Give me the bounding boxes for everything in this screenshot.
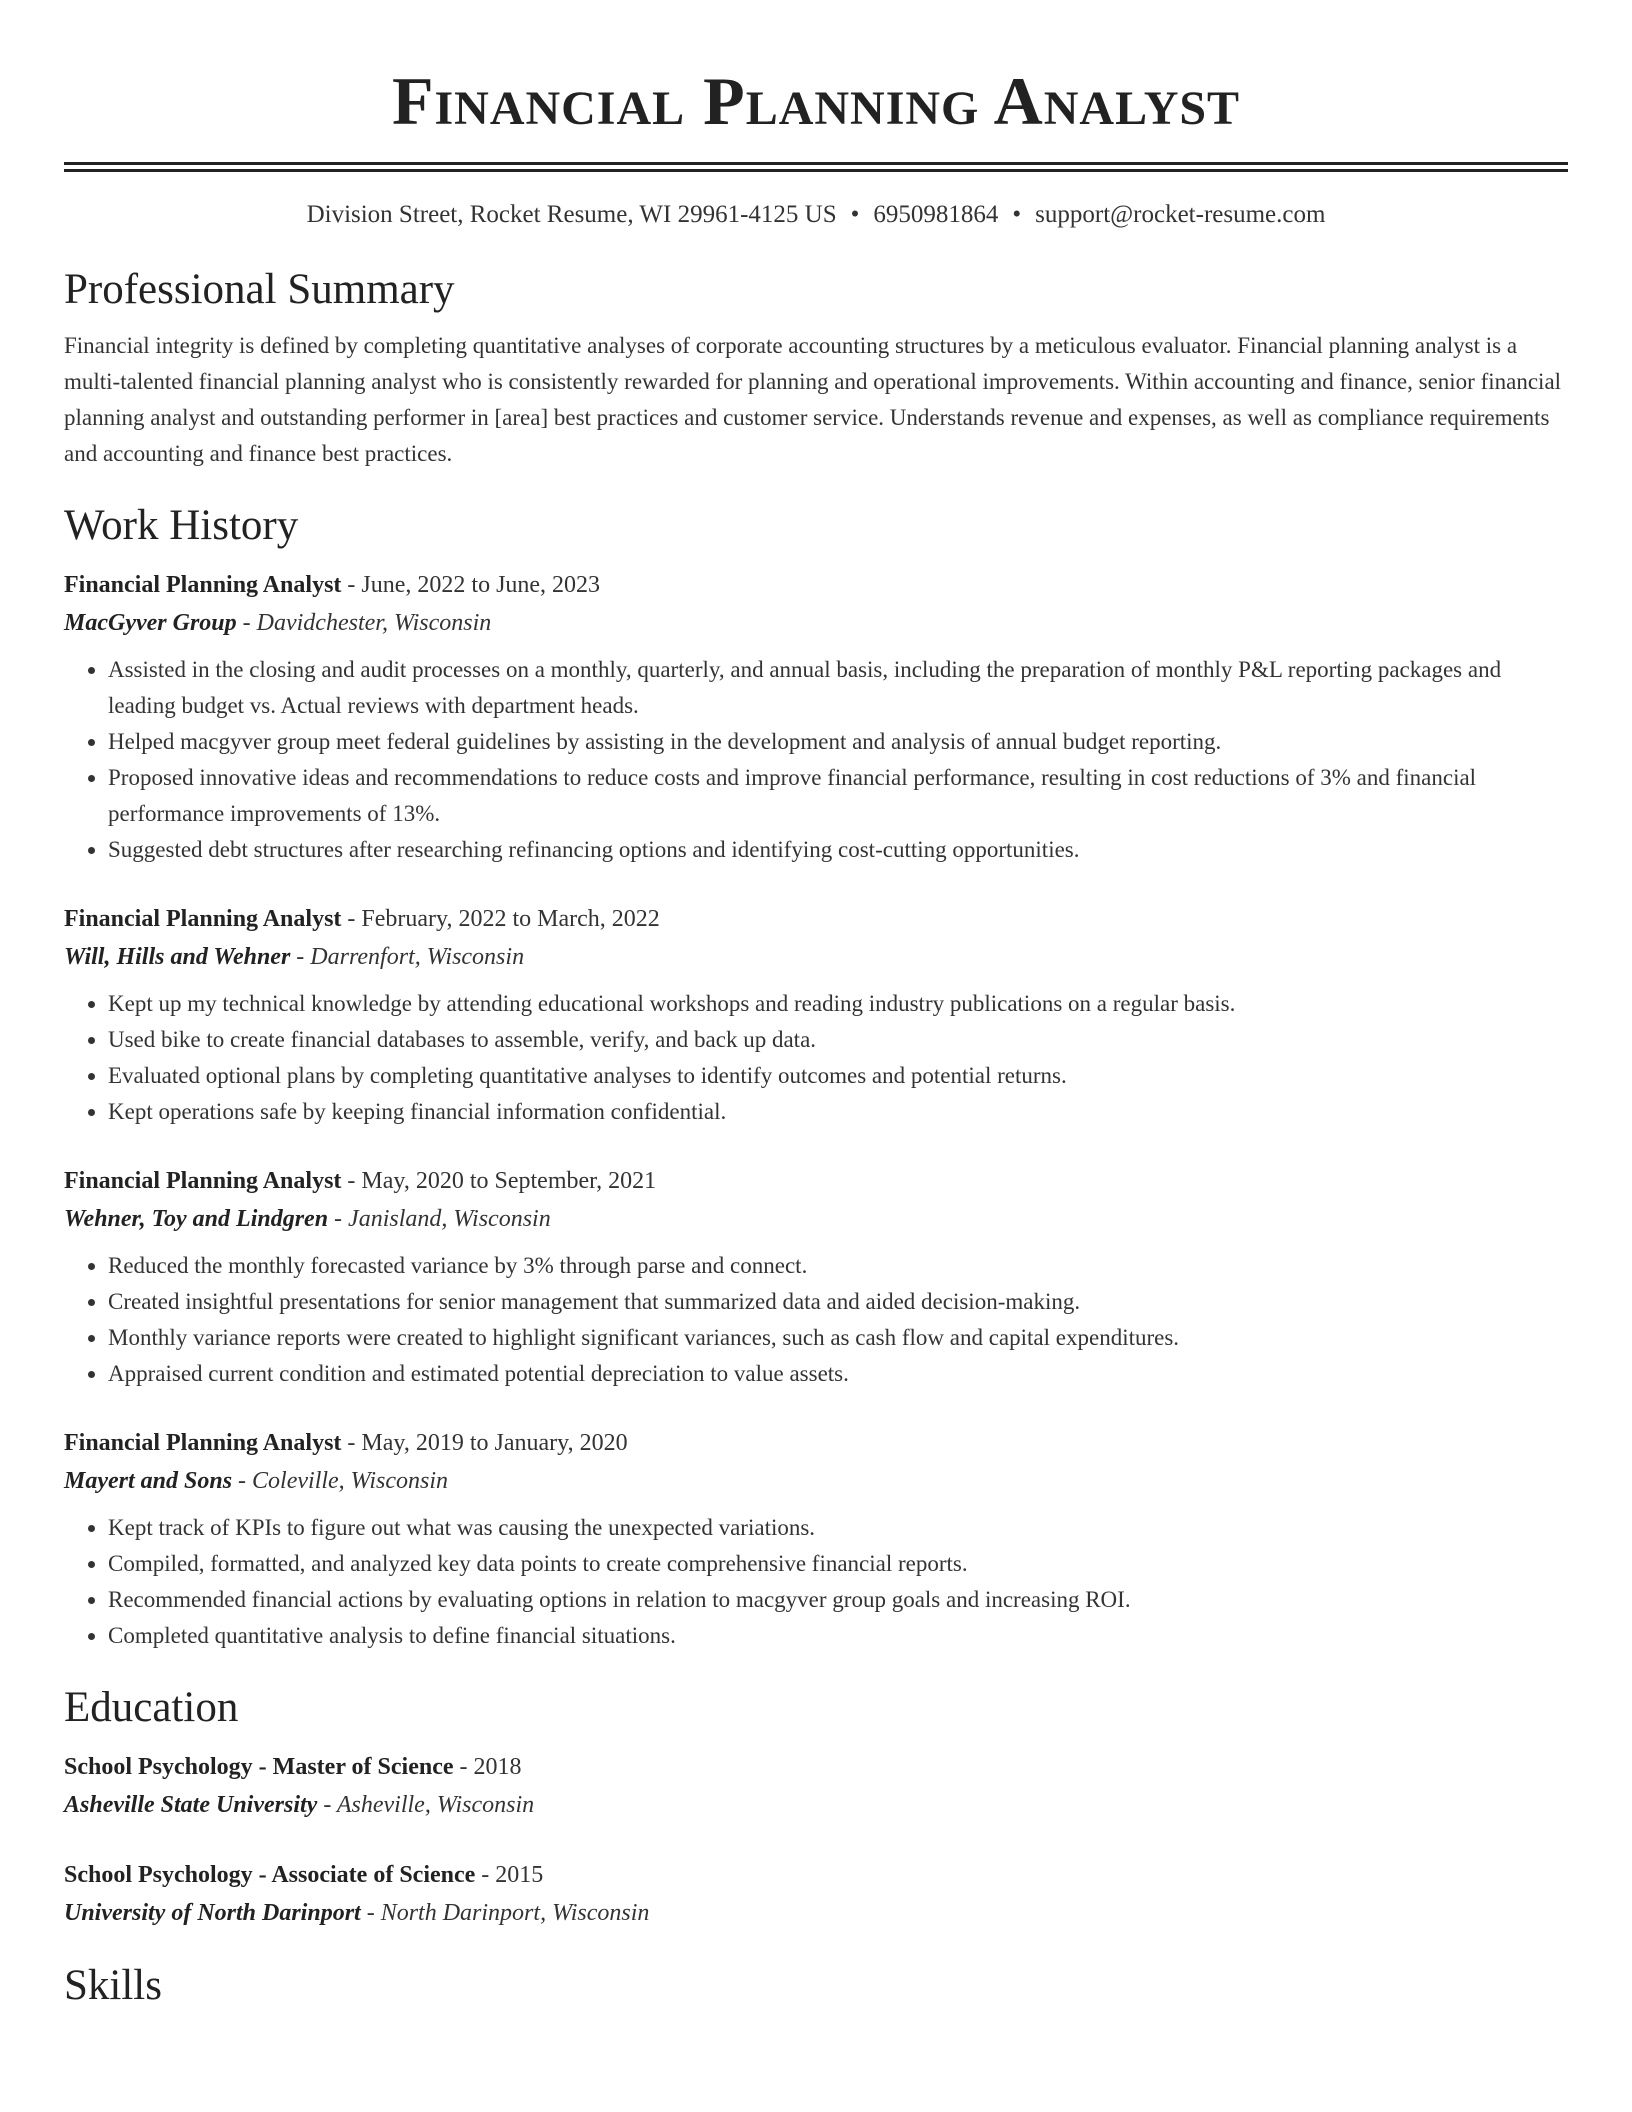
job-bullets xyxy=(64,986,1568,1130)
job-dash: - xyxy=(341,572,362,598)
job-bullet: • Appraised current condition and estimated potential depreciation to value assets. xyxy=(108,1356,1568,1392)
job-bullet: • Used bike to create financial databases to assemble, verify, and back up data. xyxy=(108,1022,1568,1058)
company-location: Coleville, Wisconsin xyxy=(252,1468,449,1494)
job-entry xyxy=(64,566,1568,868)
degree-name: School Psychology - Associate of Science xyxy=(64,1862,476,1888)
job-title-line xyxy=(64,1424,1568,1462)
summary-text: Financial integrity is defined by completing quantitative analyses of corporate accounting structures by a meticulous evaluator. Financial planning analyst is a multi-talented financial planning analyst who is consistently rewarded for planning and operational improvements. Within accounting and finance, senior financial planning analyst and outstanding performer in [area] best practices and customer service. Understands revenue and expenses, as well as compliance requirements and accounting and finance best practices. xyxy=(64,333,1562,466)
company-line xyxy=(64,938,1568,976)
school-line xyxy=(64,1786,1568,1824)
job-dates: May, 2019 to January, 2020 xyxy=(361,1430,628,1456)
job-bullet: • Created insightful presentations for senior management that summarized data and aided decision-making. xyxy=(108,1284,1568,1320)
job-bullet: • Assisted in the closing and audit processes on a monthly, quarterly, and annual basis, including the preparation of monthly P&L reporting packages and leading budget vs. Actual reviews with department heads. xyxy=(108,652,1568,724)
job-title-line xyxy=(64,1162,1568,1200)
contact-phone: 6950981864 xyxy=(873,201,999,228)
job-entry xyxy=(64,900,1568,1130)
company-location: Janisland, Wisconsin xyxy=(348,1206,551,1232)
school-name: Asheville State University xyxy=(64,1792,318,1818)
contact-address: Division Street, Rocket Resume, WI 29961-4125 US xyxy=(306,201,837,228)
job-bullet: • Compiled, formatted, and analyzed key data points to create comprehensive financial reports. xyxy=(108,1546,1568,1582)
job-bullet: • Evaluated optional plans by completing quantitative analyses to identify outcomes and potential returns. xyxy=(108,1058,1568,1094)
title-divider xyxy=(64,162,1568,172)
summary-heading: Professional Summary xyxy=(64,266,455,313)
company-dash: - xyxy=(328,1206,349,1232)
job-title: Financial Planning Analyst xyxy=(64,1168,342,1194)
contact-line xyxy=(64,198,1568,232)
job-bullet: • Kept track of KPIs to figure out what was causing the unexpected variations. xyxy=(108,1510,1568,1546)
job-bullets xyxy=(64,1510,1568,1654)
school-location: Asheville, Wisconsin xyxy=(336,1792,535,1818)
education-entry xyxy=(64,1856,1568,1932)
job-title-line xyxy=(64,566,1568,604)
degree-line xyxy=(64,1748,1568,1786)
degree-year: 2018 xyxy=(473,1754,522,1780)
job-bullets xyxy=(64,652,1568,868)
skills-heading: Skills xyxy=(64,1962,162,2009)
company-line xyxy=(64,604,1568,642)
job-bullet: • Reduced the monthly forecasted variance by 3% through parse and connect. xyxy=(108,1248,1568,1284)
resume-title: Financial Planning Analyst xyxy=(391,63,1241,139)
job-bullet: • Kept up my technical knowledge by attending educational workshops and reading industry publications on a regular basis. xyxy=(108,986,1568,1022)
education-entry xyxy=(64,1748,1568,1824)
school-line xyxy=(64,1894,1568,1932)
job-dates: February, 2022 to March, 2022 xyxy=(361,906,660,932)
job-bullet: • Kept operations safe by keeping financial information confidential. xyxy=(108,1094,1568,1130)
job-title: Financial Planning Analyst xyxy=(64,572,342,598)
job-bullet: • Proposed innovative ideas and recommendations to reduce costs and improve financial performance, resulting in cost reductions of 3% and financial performance improvements of 13%. xyxy=(108,760,1568,832)
job-title-line xyxy=(64,900,1568,938)
company-dash: - xyxy=(236,610,257,636)
job-title: Financial Planning Analyst xyxy=(64,1430,342,1456)
company-name: Mayert and Sons xyxy=(64,1468,233,1494)
degree-name: School Psychology - Master of Science xyxy=(64,1754,454,1780)
company-name: Will, Hills and Wehner xyxy=(64,944,291,970)
job-dash: - xyxy=(341,906,362,932)
degree-line xyxy=(64,1856,1568,1894)
contact-separator: • xyxy=(850,201,860,228)
job-bullet: • Monthly variance reports were created to highlight significant variances, such as cash flow and capital expenditures. xyxy=(108,1320,1568,1356)
job-bullet: • Helped macgyver group meet federal guidelines by assisting in the development and analysis of annual budget reporting. xyxy=(108,724,1568,760)
company-location: Davidchester, Wisconsin xyxy=(256,610,492,636)
job-bullet: • Completed quantitative analysis to define financial situations. xyxy=(108,1618,1568,1654)
school-dash: - xyxy=(317,1792,337,1818)
job-dates: June, 2022 to June, 2023 xyxy=(361,572,601,598)
company-location: Darrenfort, Wisconsin xyxy=(310,944,525,970)
school-name: University of North Darinport xyxy=(64,1900,361,1926)
job-title: Financial Planning Analyst xyxy=(64,906,342,932)
job-bullet: • Recommended financial actions by evaluating options in relation to macgyver group goals and increasing ROI. xyxy=(108,1582,1568,1618)
school-location: North Darinport, Wisconsin xyxy=(380,1900,650,1926)
school-dash: - xyxy=(360,1900,381,1926)
job-dash: - xyxy=(341,1168,362,1194)
company-name: Wehner, Toy and Lindgren xyxy=(64,1206,329,1232)
contact-separator: • xyxy=(1012,201,1022,228)
work-history-heading: Work History xyxy=(64,502,299,549)
degree-dash: - xyxy=(453,1754,474,1780)
company-name: MacGyver Group xyxy=(64,610,237,636)
degree-dash: - xyxy=(475,1862,496,1888)
job-bullets xyxy=(64,1248,1568,1392)
company-dash: - xyxy=(290,944,311,970)
education-heading: Education xyxy=(64,1684,239,1731)
company-line xyxy=(64,1462,1568,1500)
contact-email: support@rocket-resume.com xyxy=(1035,201,1326,228)
job-dates: May, 2020 to September, 2021 xyxy=(361,1168,657,1194)
job-entry xyxy=(64,1162,1568,1392)
degree-year: 2015 xyxy=(495,1862,544,1888)
job-dash: - xyxy=(341,1430,362,1456)
company-line xyxy=(64,1200,1568,1238)
job-bullet: • Suggested debt structures after researching refinancing options and identifying cost-cutting opportunities. xyxy=(108,832,1568,868)
company-dash: - xyxy=(232,1468,253,1494)
job-entry xyxy=(64,1424,1568,1654)
